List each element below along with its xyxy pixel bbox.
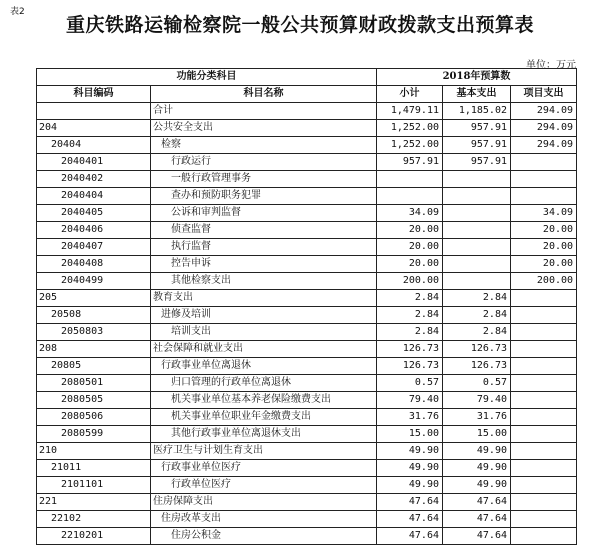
cell-name: 公共安全支出: [151, 120, 377, 137]
table-row: [37, 103, 577, 120]
table-row: [37, 188, 577, 205]
header-basic: 基本支出: [443, 86, 511, 103]
cell-total: 47.64: [377, 511, 443, 528]
header-column-row: [37, 86, 577, 103]
cell-name: 医疗卫生与计划生育支出: [151, 443, 377, 460]
cell-basic: 47.64: [443, 528, 511, 545]
cell-total: 31.76: [377, 409, 443, 426]
cell-name: 合计: [151, 103, 377, 120]
cell-project: [511, 528, 577, 545]
cell-basic: 2.84: [443, 324, 511, 341]
cell-total: 126.73: [377, 341, 443, 358]
cell-name: 公诉和审判监督: [151, 205, 377, 222]
cell-name: 检察: [151, 137, 377, 154]
cell-project: 20.00: [511, 256, 577, 273]
table-body: [37, 103, 577, 545]
cell-code: 20805: [37, 358, 151, 375]
cell-project: [511, 375, 577, 392]
cell-code: 2040405: [37, 205, 151, 222]
cell-basic: 15.00: [443, 426, 511, 443]
cell-basic: 49.90: [443, 460, 511, 477]
cell-project: [511, 290, 577, 307]
cell-code: 2080505: [37, 392, 151, 409]
table-row: [37, 528, 577, 545]
cell-code: 2040402: [37, 171, 151, 188]
cell-basic: 126.73: [443, 341, 511, 358]
cell-total: 47.64: [377, 494, 443, 511]
cell-code: 2040499: [37, 273, 151, 290]
cell-name: 培训支出: [151, 324, 377, 341]
header-name: 科目名称: [151, 86, 377, 103]
cell-project: 200.00: [511, 273, 577, 290]
cell-name: 行政事业单位医疗: [151, 460, 377, 477]
cell-name: 执行监督: [151, 239, 377, 256]
cell-code: 204: [37, 120, 151, 137]
cell-total: 1,252.00: [377, 137, 443, 154]
cell-name: 教育支出: [151, 290, 377, 307]
cell-project: [511, 460, 577, 477]
table-row: [37, 426, 577, 443]
table-row: [37, 171, 577, 188]
cell-project: [511, 188, 577, 205]
header-project: 项目支出: [511, 86, 577, 103]
cell-code: 205: [37, 290, 151, 307]
cell-total: 47.64: [377, 528, 443, 545]
cell-code: 2040408: [37, 256, 151, 273]
cell-name: 住房保障支出: [151, 494, 377, 511]
cell-code: 2101101: [37, 477, 151, 494]
cell-name: 行政运行: [151, 154, 377, 171]
cell-name: 住房公积金: [151, 528, 377, 545]
cell-total: 49.90: [377, 443, 443, 460]
table-row: [37, 460, 577, 477]
cell-code: 2040407: [37, 239, 151, 256]
cell-basic: 49.90: [443, 477, 511, 494]
cell-total: 200.00: [377, 273, 443, 290]
cell-basic: 0.57: [443, 375, 511, 392]
cell-code: 20508: [37, 307, 151, 324]
cell-project: [511, 494, 577, 511]
cell-name: 控告申诉: [151, 256, 377, 273]
cell-code: [37, 103, 151, 120]
cell-code: 2050803: [37, 324, 151, 341]
cell-total: 957.91: [377, 154, 443, 171]
table-row: [37, 324, 577, 341]
header-total: 小计: [377, 86, 443, 103]
cell-name: 行政单位医疗: [151, 477, 377, 494]
table-row: [37, 358, 577, 375]
cell-total: 2.84: [377, 290, 443, 307]
cell-basic: [443, 188, 511, 205]
header-function-category: 功能分类科目: [37, 69, 377, 86]
cell-project: [511, 409, 577, 426]
cell-name: 其他检察支出: [151, 273, 377, 290]
cell-project: [511, 511, 577, 528]
cell-basic: 49.90: [443, 443, 511, 460]
table-row: [37, 273, 577, 290]
cell-project: [511, 443, 577, 460]
cell-basic: 957.91: [443, 137, 511, 154]
cell-basic: 2.84: [443, 307, 511, 324]
table-row: [37, 239, 577, 256]
cell-total: 34.09: [377, 205, 443, 222]
cell-project: 294.09: [511, 120, 577, 137]
table-row: [37, 392, 577, 409]
cell-project: [511, 358, 577, 375]
cell-code: 2040404: [37, 188, 151, 205]
cell-name: 查办和预防职务犯罪: [151, 188, 377, 205]
table-row: [37, 256, 577, 273]
table-row: [37, 511, 577, 528]
table-row: [37, 222, 577, 239]
cell-total: [377, 188, 443, 205]
table-row: [37, 409, 577, 426]
cell-code: 2040401: [37, 154, 151, 171]
cell-project: 294.09: [511, 103, 577, 120]
page-title: 重庆铁路运输检察院一般公共预算财政拨款支出预算表: [65, 14, 534, 36]
cell-name: 其他行政事业单位离退休支出: [151, 426, 377, 443]
table-row: [37, 290, 577, 307]
cell-total: 1,479.11: [377, 103, 443, 120]
cell-total: 79.40: [377, 392, 443, 409]
table-row: [37, 120, 577, 137]
cell-code: 2210201: [37, 528, 151, 545]
cell-code: 2080506: [37, 409, 151, 426]
cell-code: 2040406: [37, 222, 151, 239]
cell-basic: 79.40: [443, 392, 511, 409]
cell-name: 一般行政管理事务: [151, 171, 377, 188]
header-budget-year: 2018年预算数: [377, 69, 577, 86]
cell-basic: 47.64: [443, 511, 511, 528]
unit-label: 单位：万元: [526, 60, 576, 71]
cell-code: 21011: [37, 460, 151, 477]
table-number: 表2: [10, 7, 25, 17]
cell-code: 2080501: [37, 375, 151, 392]
cell-project: [511, 307, 577, 324]
cell-project: [511, 154, 577, 171]
cell-code: 208: [37, 341, 151, 358]
cell-total: 49.90: [377, 477, 443, 494]
cell-project: [511, 171, 577, 188]
cell-basic: [443, 205, 511, 222]
cell-name: 机关事业单位职业年金缴费支出: [151, 409, 377, 426]
cell-name: 侦查监督: [151, 222, 377, 239]
table-row: [37, 205, 577, 222]
cell-total: 20.00: [377, 239, 443, 256]
cell-basic: 31.76: [443, 409, 511, 426]
cell-name: 机关事业单位基本养老保险缴费支出: [151, 392, 377, 409]
cell-basic: 957.91: [443, 154, 511, 171]
cell-code: 221: [37, 494, 151, 511]
cell-basic: 126.73: [443, 358, 511, 375]
cell-total: 2.84: [377, 324, 443, 341]
header-group-row: [37, 69, 577, 86]
cell-total: 0.57: [377, 375, 443, 392]
cell-project: [511, 324, 577, 341]
cell-total: 15.00: [377, 426, 443, 443]
cell-basic: 47.64: [443, 494, 511, 511]
table-row: [37, 307, 577, 324]
cell-basic: [443, 273, 511, 290]
header-code: 科目编码: [37, 86, 151, 103]
cell-project: [511, 477, 577, 494]
cell-project: [511, 341, 577, 358]
cell-basic: [443, 171, 511, 188]
cell-basic: 1,185.02: [443, 103, 511, 120]
table-row: [37, 137, 577, 154]
cell-project: [511, 426, 577, 443]
cell-project: 20.00: [511, 222, 577, 239]
table-row: [37, 375, 577, 392]
cell-total: 126.73: [377, 358, 443, 375]
cell-total: 20.00: [377, 256, 443, 273]
cell-name: 归口管理的行政单位离退休: [151, 375, 377, 392]
cell-basic: [443, 239, 511, 256]
table-row: [37, 341, 577, 358]
cell-code: 2080599: [37, 426, 151, 443]
cell-basic: 957.91: [443, 120, 511, 137]
cell-total: 2.84: [377, 307, 443, 324]
cell-project: 34.09: [511, 205, 577, 222]
table-row: [37, 443, 577, 460]
budget-table: [36, 68, 577, 545]
table-row: [37, 154, 577, 171]
cell-total: [377, 171, 443, 188]
cell-name: 行政事业单位离退休: [151, 358, 377, 375]
cell-code: 210: [37, 443, 151, 460]
table-row: [37, 477, 577, 494]
cell-total: 1,252.00: [377, 120, 443, 137]
cell-total: 20.00: [377, 222, 443, 239]
cell-name: 进修及培训: [151, 307, 377, 324]
cell-code: 22102: [37, 511, 151, 528]
cell-basic: 2.84: [443, 290, 511, 307]
cell-name: 住房改革支出: [151, 511, 377, 528]
cell-name: 社会保障和就业支出: [151, 341, 377, 358]
cell-code: 20404: [37, 137, 151, 154]
cell-total: 49.90: [377, 460, 443, 477]
cell-basic: [443, 256, 511, 273]
table-row: [37, 494, 577, 511]
cell-basic: [443, 222, 511, 239]
cell-project: 294.09: [511, 137, 577, 154]
cell-project: [511, 392, 577, 409]
cell-project: 20.00: [511, 239, 577, 256]
